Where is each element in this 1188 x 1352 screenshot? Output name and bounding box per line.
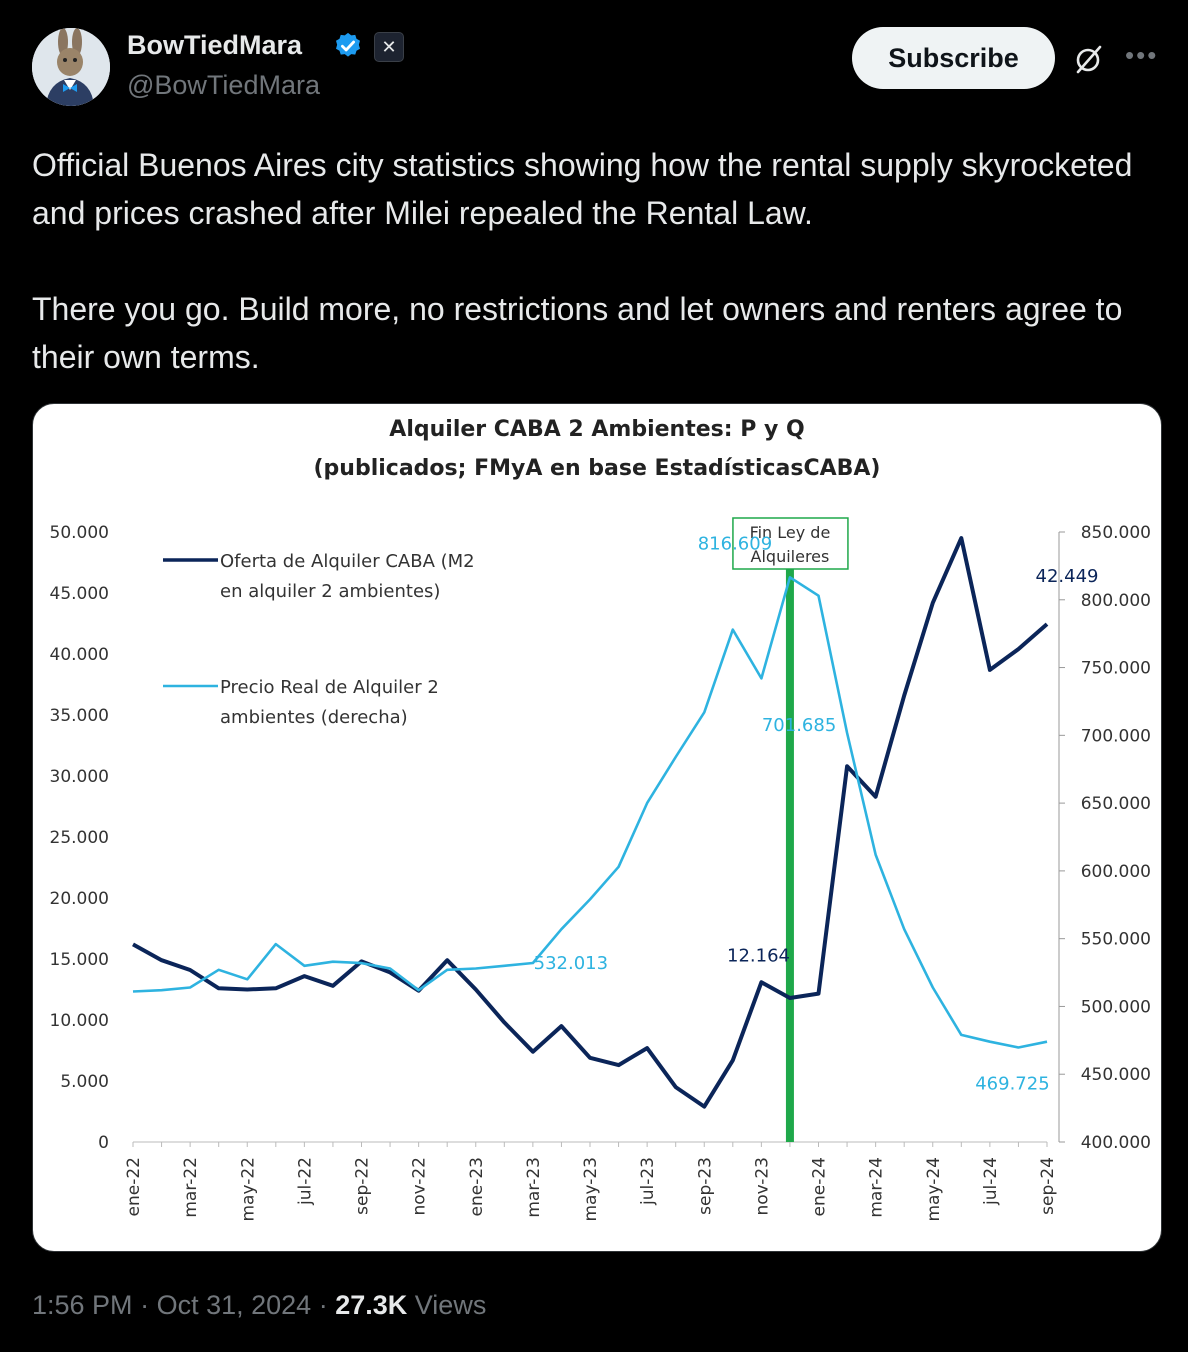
x-tick-label: may-24 [923,1157,944,1222]
legend-label: Oferta de Alquiler CABA (M2 en alquiler 2 ambientes) [220,551,475,602]
y-left-tick-label: 50.000 [49,523,109,543]
annotation-label: Fin Ley de [749,523,831,542]
x-tick-label: mar-22 [181,1157,202,1218]
y-left-tick-label: 35.000 [49,706,109,726]
affiliate-x-badge-icon: ✕ [374,32,404,62]
y-left-tick-label: 30.000 [49,767,109,787]
series-precio-line [133,577,1047,1047]
y-left-tick-label: 10.000 [49,1011,109,1031]
x-tick-label: sep-24 [1038,1157,1058,1215]
data-label: 701.685 [761,715,837,737]
chart-svg [33,404,1161,1251]
y-right-tick-label: 800.000 [1080,590,1151,611]
tweet-text [32,141,1152,381]
x-tick-label: may-23 [581,1157,601,1222]
rabbit-avatar-icon [32,28,110,106]
chart-image[interactable] [32,403,1162,1252]
data-label: 12.164 [727,945,790,967]
data-label: 469.725 [975,1073,1050,1095]
y-left-tick-label: 5.000 [60,1072,109,1092]
y-left-tick-label: 15.000 [49,950,109,970]
x-tick-label: sep-23 [695,1157,716,1215]
y-left-tick-label: 0 [98,1133,109,1153]
tweet-paragraph: There you go. Build more, no restrictions and let owners and renters agree to their own terms. [32,291,1123,375]
data-label: 42.449 [1035,566,1099,588]
x-tick-label: nov-23 [752,1157,773,1216]
separator: · [140,1290,157,1320]
x-tick-label: jul-23 [638,1157,659,1205]
tweet-footer [32,1290,486,1321]
y-left-tick-label: 25.000 [49,828,109,848]
legend-label: Precio Real de Alquiler 2 ambientes (derecha) [220,677,439,728]
chart-title: Alquiler CABA 2 Ambientes: P y Q [389,417,805,442]
y-right-tick-label: 600.000 [1080,861,1151,882]
y-right-tick-label: 750.000 [1080,658,1151,679]
chart-legend [163,551,475,728]
data-label: 532.013 [533,953,609,975]
x-tick-label: ene-22 [124,1157,144,1217]
x-tick-label: jul-24 [980,1157,1001,1205]
views-label: Views [414,1290,487,1320]
chart-data-labels [534,533,1099,1094]
y-right-tick-label: 850.000 [1080,523,1151,543]
view-count: 27.3K [335,1290,408,1320]
author-name[interactable]: BowTiedMara [127,30,303,60]
series-oferta-line [133,538,1050,1107]
annotation-label: Alquileres [750,547,830,566]
y-left-tick-label: 20.000 [49,889,109,909]
avatar[interactable] [32,28,110,106]
x-tick-label: jul-22 [295,1157,316,1205]
x-tick-label: mar-24 [866,1157,887,1218]
y-right-tick-label: 400.000 [1080,1133,1151,1153]
tweet-date[interactable]: Oct 31, 2024 [156,1290,312,1320]
x-tick-label: nov-22 [409,1157,430,1216]
verified-badge-icon [333,31,363,61]
chart-subtitle: (publicados; FMyA en base EstadísticasCABA) [313,456,881,481]
chart-series [133,538,1050,1107]
author-handle[interactable]: @BowTiedMara [127,70,320,100]
x-tick-label: sep-22 [352,1157,373,1215]
y-right-tick-label: 450.000 [1080,1065,1151,1086]
y-left-tick-label: 45.000 [49,584,109,604]
y-right-tick-label: 650.000 [1080,794,1151,815]
x-tick-label: mar-23 [523,1157,544,1218]
tweet-time[interactable]: 1:56 PM [32,1290,133,1320]
x-tick-label: ene-24 [809,1157,830,1217]
data-label: 816.609 [697,533,773,555]
y-right-tick-label: 500.000 [1080,997,1151,1018]
x-tick-label: may-22 [238,1157,259,1222]
grok-icon[interactable] [1072,42,1106,76]
chart-axes [50,523,1151,1222]
y-left-tick-label: 40.000 [49,645,109,665]
x-tick-label: ene-23 [466,1157,487,1217]
rental-law-repeal-marker [733,518,848,1142]
y-right-tick-label: 700.000 [1080,726,1151,747]
subscribe-button[interactable]: Subscribe [852,27,1055,89]
separator: · [318,1290,336,1320]
tweet-paragraph: Official Buenos Aires city statistics showing how the rental supply skyrocketed and prices crashed after Milei repealed the Rental Law. [32,147,1133,231]
more-options-icon[interactable]: ••• [1125,40,1159,70]
y-right-tick-label: 550.000 [1080,929,1151,950]
